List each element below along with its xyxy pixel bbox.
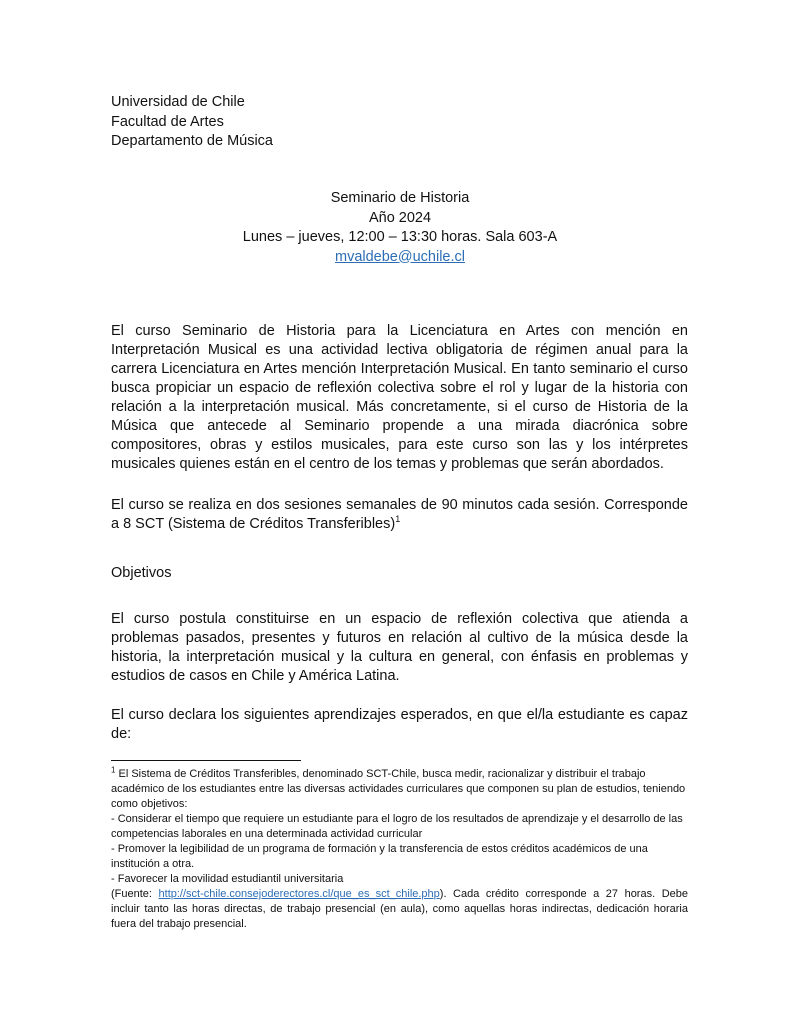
credits-paragraph-text: El curso se realiza en dos sesiones semanales de 90 minutos cada sesión. Corresponde a 8 SCT (Sistema de Créditos Transferibles) bbox=[111, 497, 688, 532]
contact-email-link[interactable]: mvaldebe@uchile.cl bbox=[335, 248, 465, 265]
course-schedule: Lunes – jueves, 12:00 – 13:30 horas. Sala 603-A bbox=[242, 229, 558, 245]
footnote-divider bbox=[111, 760, 301, 761]
footnote bbox=[111, 767, 688, 932]
learning-outcomes-intro: El curso declara los siguientes aprendizajes esperados, en que el/la estudiante es capaz de: bbox=[111, 707, 688, 742]
footnote-source bbox=[111, 887, 688, 932]
footnote-source-prefix: (Fuente: bbox=[111, 888, 159, 900]
footnote-reference[interactable]: 1 bbox=[395, 514, 401, 525]
credits-paragraph bbox=[111, 496, 688, 534]
footnote-item: - Promover la legibilidad de un programa de formación y la transferencia de estos créditos académicos de una institución a otra. bbox=[111, 843, 648, 870]
department-name: Departamento de Música bbox=[111, 133, 273, 149]
objectives-paragraph: El curso postula constituirse en un espacio de reflexión colectiva que atienda a problemas pasados, presentes y futuros en relación al cultivo de la música desde la historia, la interpretación musical y la cultura en general, con énfasis en problemas y estudios de casos en Chile y América Latina. bbox=[111, 611, 688, 684]
footnote-intro-line bbox=[111, 767, 688, 812]
course-title: Seminario de Historia bbox=[330, 190, 470, 206]
footnote-source-suffix: ). Cada crédito corresponde a 27 horas. Debe incluir tanto las horas directas, de trabajo presencial (en aula), como aquellas horas indirectas, dedicación horaria fuera del trabajo presencial. bbox=[111, 888, 688, 930]
footnote-item: - Considerar el tiempo que requiere un estudiante para el logro de los resultados de aprendizaje y el desarrollo de las competencias laborales en una determinada actividad curricular bbox=[111, 813, 683, 840]
faculty-name: Facultad de Artes bbox=[111, 113, 224, 130]
footnote-source-link[interactable]: http://sct-chile.consejoderectores.cl/que_es_sct_chile.php bbox=[158, 888, 440, 900]
course-title-block bbox=[0, 189, 800, 267]
university-name: Universidad de Chile bbox=[111, 94, 245, 110]
objectives-heading: Objetivos bbox=[111, 565, 172, 581]
footnote-intro: El Sistema de Créditos Transferibles, denominado SCT-Chile, busca medir, racionalizar y distribuir el trabajo académico de los estudiantes entre las diversas actividades curriculares que componen su plan de estudios, teniendo como objetivos: bbox=[111, 768, 686, 810]
footnote-marker: 1 bbox=[111, 765, 116, 775]
institution-header bbox=[111, 93, 273, 152]
intro-paragraph: El curso Seminario de Historia para la Licenciatura en Artes con mención en Interpretación Musical es una actividad lectiva obligatoria de régimen anual para la carrera Licenciatura en Artes mención Interpretación Musical. En tanto seminario el curso busca propiciar un espacio de reflexión colectiva sobre el rol y lugar de la historia con relación a la interpretación musical. Más concretamente, si el curso de Historia de la Música que antecede al Seminario propende a una mirada diacrónica sobre compositores, obras y estilos musicales, para este curso son las y los intérpretes musicales quienes están en el centro de los temas y problemas que serán abordados. bbox=[111, 323, 688, 472]
course-year: Año 2024 bbox=[368, 209, 432, 226]
footnote-item: - Favorecer la movilidad estudiantil universitaria bbox=[111, 873, 344, 885]
